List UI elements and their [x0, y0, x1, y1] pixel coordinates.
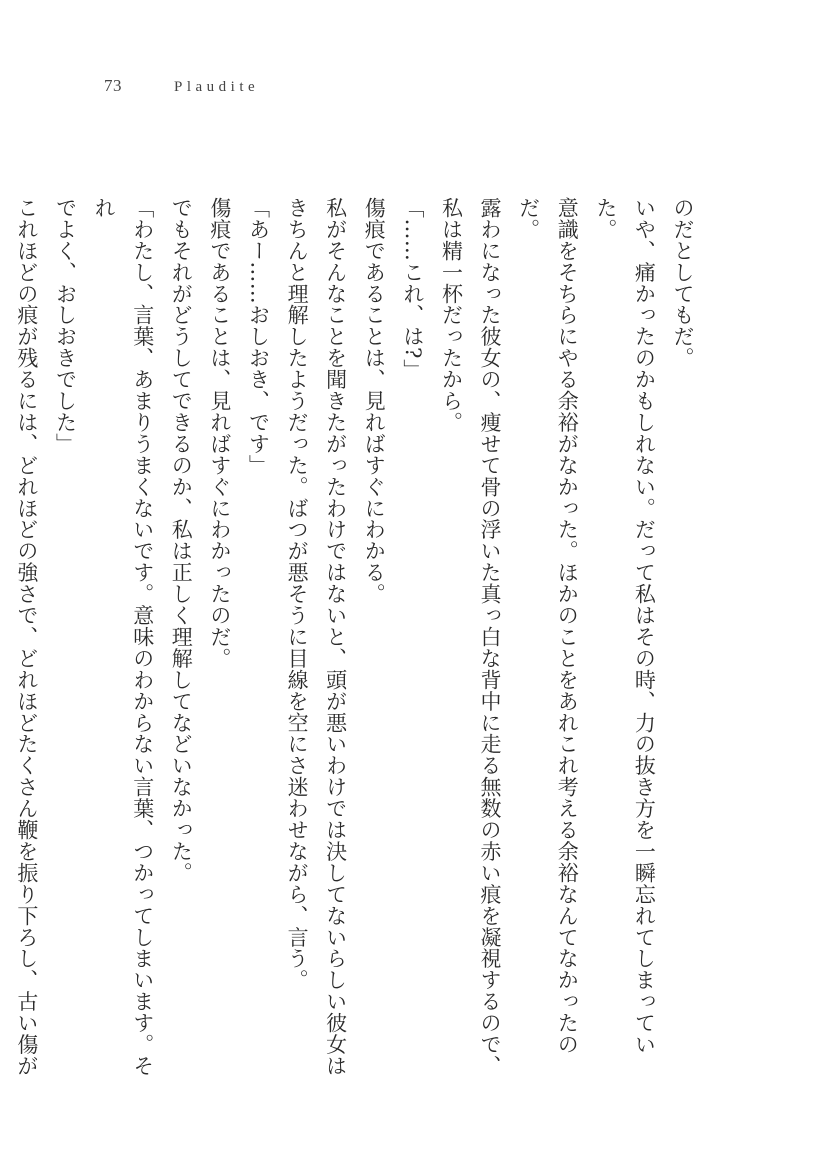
- page-number: 73: [104, 76, 122, 95]
- text-line: でもそれがどうしてできるのか、私は正しく理解してなどいなかった。: [169, 197, 194, 884]
- text-line: 私は精一杯だったから。: [439, 197, 464, 433]
- page-header: [104, 76, 259, 96]
- text-line: でよく、おしおきでした」: [53, 197, 78, 455]
- text-line: 「わたし、言葉、あまりうまくないです。意味のわからない言葉、つかってしまいます。それ: [92, 197, 155, 1077]
- text-line: いや、痛かったのかもしれない。だって私はその時、力の抜き方を一瞬忘れてしまっていた。: [593, 197, 657, 1055]
- text-line: 露わになった彼女の、痩せて骨の浮いた真っ白な背中に走る無数の赤い痕を凝視するので、: [478, 197, 503, 1077]
- text-line: 「……これ、は?」: [400, 197, 425, 381]
- text-line: 意識をそちらにやる余裕がなかった。ほかのことをあれこれ考える余裕なんてなかったのだ。: [516, 197, 580, 1055]
- text-line: 傷痕であることは、見ればすぐにわかる。: [362, 197, 387, 605]
- text-line: 傷痕であることは、見ればすぐにわかったのだ。: [207, 197, 232, 669]
- running-title: Plaudite: [174, 79, 260, 95]
- text-line: のだとしてもだ。: [671, 197, 695, 369]
- text-line: これほどの痕が残るには、どれほどの強さで、どれほどたくさん鞭を振り下ろし、古い傷が: [14, 197, 39, 1077]
- text-line: [0, 197, 7, 1097]
- text-line: 私がそんなことを聞きたがったわけではないと、頭が悪いわけでは決してないらしい彼女は: [323, 197, 348, 1077]
- vertical-body-text: [14, 197, 702, 1097]
- text-line: きちんと理解したようだった。ばつが悪そうに目線を空にさ迷わせながら、言う。: [285, 197, 310, 991]
- text-line: 「あー……おしおき、です」: [246, 197, 271, 476]
